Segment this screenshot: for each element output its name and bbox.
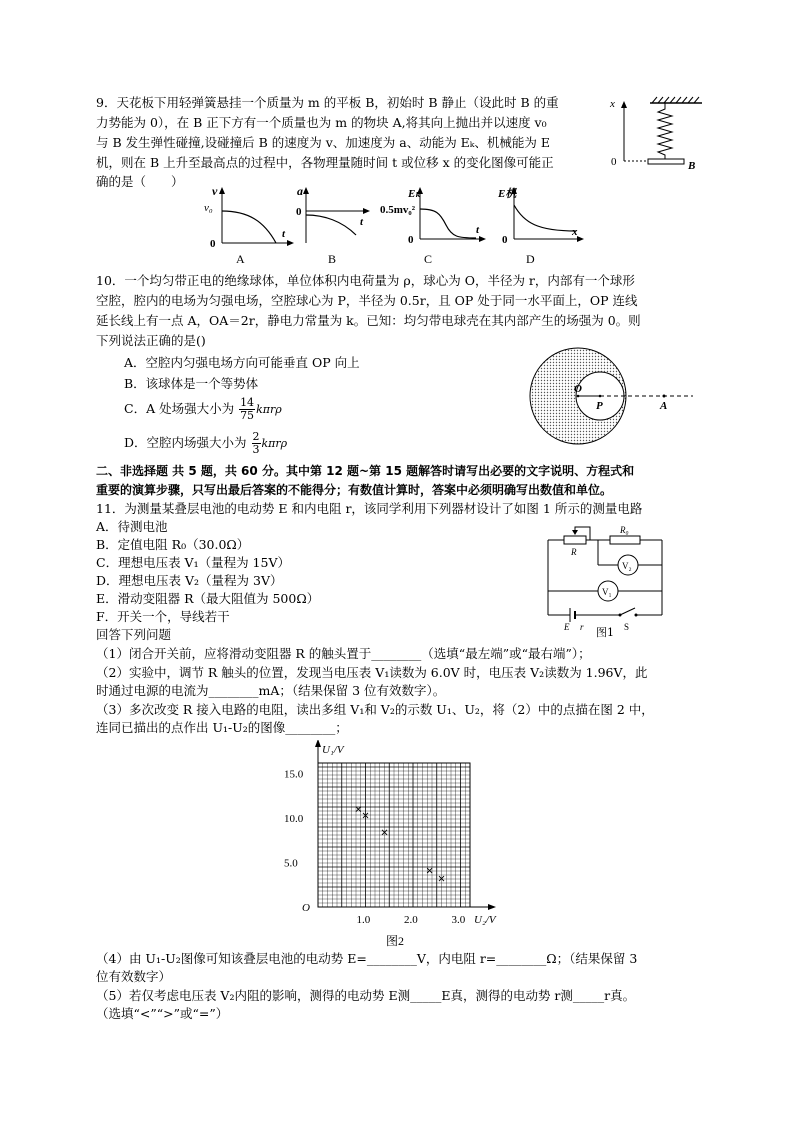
graph-c-zero: 0 [408,234,414,246]
q11-sub4-a: （4）由 U₁-U₂图像可知该叠层电池的电动势 E=________V，内电阻 r=________Ω；（结果保留 3 [96,951,638,966]
q9-spring-figure [606,95,706,175]
graph-a-y: v [212,184,218,198]
y-tick-label: 15.0 [284,768,304,781]
q9-line-4: 机，则在 B 上升至最高点的过程中，各物理量随时间 t 或位移 x 的变化图像可能正 [96,155,554,170]
c-num: 14 [240,396,255,409]
circuit-v2: V₂ [622,561,632,571]
q11-item-c: C．理想电压表 V₁（量程为 15V） [96,555,290,570]
q9-graph-d [494,183,590,268]
q10-option-c [124,396,282,423]
q11-sub1: （1）闭合开关前，应将滑动变阻器 R 的触头置于________（选填“最左端”或“最右端”）； [96,646,591,661]
section2-line-1: 二、非选择题 共 5 题，共 60 分。其中第 12 题~第 15 题解答时请写出必要的文字说明、方程式和 [96,464,635,478]
circuit-r0: R₀ [620,525,629,535]
q9-line-5: 确的是（ ） [96,174,184,189]
q11-sub5-b: （选填“<”“>”或“=”） [96,1006,229,1021]
sphere-o: O [574,383,582,395]
q9-axis-x: x [610,98,615,110]
circuit-s: S [624,622,630,632]
q11-sub2-b: 时通过电源的电流为________mA；（结果保留 3 位有效数字）。 [96,683,446,698]
graph-c-y0: 0.5mv₀² [380,204,416,216]
graph-c-label: C [424,252,433,266]
graph-c-y: Eₖ [408,188,422,200]
graph-b-label: B [328,252,337,266]
q11-item-e: E．滑动变阻器 R（最大阻值为 500Ω） [96,591,320,606]
circuit-e: E [564,622,570,632]
graph-a-x: t [282,228,286,240]
q10-option-d-fraction [252,431,261,456]
graph-d-label: D [526,252,535,266]
q10-line-2: 空腔，腔内的电场为匀强电场，空腔球心为 P，半径为 0.5r，且 OP 处于同一水平面上，OP 连线 [96,293,638,308]
x-axis-arrow [488,904,496,910]
q10-option-c-text: C．A 处场强大小为 [124,401,235,416]
graph-d-zero: 0 [502,234,508,246]
q9-plate-b: B [688,160,696,172]
graph-b-x: t [360,216,364,228]
q10-option-b: B．该球体是一个等势体 [124,376,259,391]
circuit-r-internal: r [580,622,584,632]
circuit-r: R [571,547,577,557]
graph-b-y: a [297,184,303,198]
q9-zero: 0 [611,156,617,168]
circuit-v1: V₁ [602,587,612,597]
sphere-a: A [660,400,668,412]
q11-sub5-a: （5）若仅考虑电压表 V₂内阻的影响，测得的电动势 E测_____E真，测得的电动势 r测_____r真。 [96,988,636,1003]
q10-sphere-figure [528,343,708,453]
graph-d-x: x [572,226,578,238]
graph-a-label: A [236,252,245,266]
graph-a-zero: 0 [210,238,216,250]
graph-a-y0: v₀ [204,202,213,214]
c-den: 75 [240,409,255,422]
y-tick-label: 5.0 [284,857,298,870]
q11-intro: 11．为测量某叠层电池的电动势 E 和内电阻 r，该同学利用下列器材设计了如图 1 所示的测量电路 [96,501,643,516]
q9-line-2: 力势能为 0），在 B 正下方有一个质量也为 m 的物块 A,将其向上抛出并以速度 v₀ [96,115,547,130]
section2-line-2: 重要的演算步骤，只写出最后答案的不能得分；有数值计算时，答案中必须明确写出数值和单位。 [96,483,613,497]
q10-option-c-unit: kπrρ [256,403,282,416]
graph-c-x: t [476,224,480,236]
data-point [427,868,432,873]
q9-graph-c [380,183,490,268]
q11-prompt: 回答下列问题 [96,627,172,642]
sphere-p: P [596,400,603,412]
figure1-caption: 图1 [596,626,614,639]
q10-option-d [124,430,287,457]
q11-sub4-b: 位有效数字） [96,969,172,984]
chart-title: 图2 [386,934,405,948]
y-tick-label: 10.0 [284,813,304,826]
q9-graph-b [294,183,374,268]
q9-line-1: 9．天花板下用轻弹簧悬挂一个质量为 m 的平板 B，初始时 B 静止（设此时 B 的重 [96,95,559,110]
q11-sub3-a: （3）多次改变 R 接入电路的电阻，读出多组 V₁和 V₂的示数 U₁、U₂，将（2）中的点描在图 2 中， [96,702,654,717]
q10-option-d-text: D．空腔内场强大小为 [124,435,247,450]
u1-u2-chart [280,740,510,952]
q11-item-d: D．理想电压表 V₂（量程为 3V） [96,573,283,588]
q11-item-a: A．待测电池 [96,519,168,534]
q11-sub3-b: 连同已描出的点作出 U₁-U₂的图像________； [96,720,348,735]
x-tick-label: 3.0 [451,914,466,926]
d-den: 3 [252,443,260,456]
origin-label: O [302,902,310,914]
q11-sub2-a: （2）实验中，调节 R 触头的位置，发现当电压表 V₁读数为 6.0V 时，电压表 V₂读数为 1.96V，此 [96,665,648,680]
graph-b-zero: 0 [296,206,302,218]
q10-line-3: 延长线上有一点 A，OA＝2r，静电力常量为 k。已知：均匀带电球壳在其内部产生的场强为 0。则 [96,313,641,328]
y-axis-label: U₁/V [322,744,344,756]
q10-option-a: A．空腔内匀强电场方向可能垂直 OP 向上 [124,355,360,370]
x-tick-label: 1.0 [356,914,371,926]
d-num: 2 [252,430,260,443]
q11-item-b: B．定值电阻 R₀（30.0Ω） [96,537,250,552]
q9-line-3: 与 B 发生弹性碰撞,设碰撞后 B 的速度为 v、加速度为 a、动能为 Eₖ、机械能为 E [96,135,550,150]
q11-item-f: F．开关一个，导线若干 [96,609,230,624]
x-tick-label: 2.0 [404,914,418,926]
y-axis-arrow [315,740,321,747]
graph-d-y: E机 [498,188,517,200]
q10-option-d-unit: kπrρ [261,437,288,450]
q10-line-1: 10．一个均匀带正电的绝缘球体，单位体积内电荷量为 ρ，球心为 O，半径为 r，内部有一个球形 [96,273,635,288]
q10-line-4: 下列说法正确的是() [96,333,206,348]
q10-option-c-fraction [239,397,255,422]
q9-graph-a [198,183,298,268]
x-axis-label: U₂/V [474,914,496,926]
